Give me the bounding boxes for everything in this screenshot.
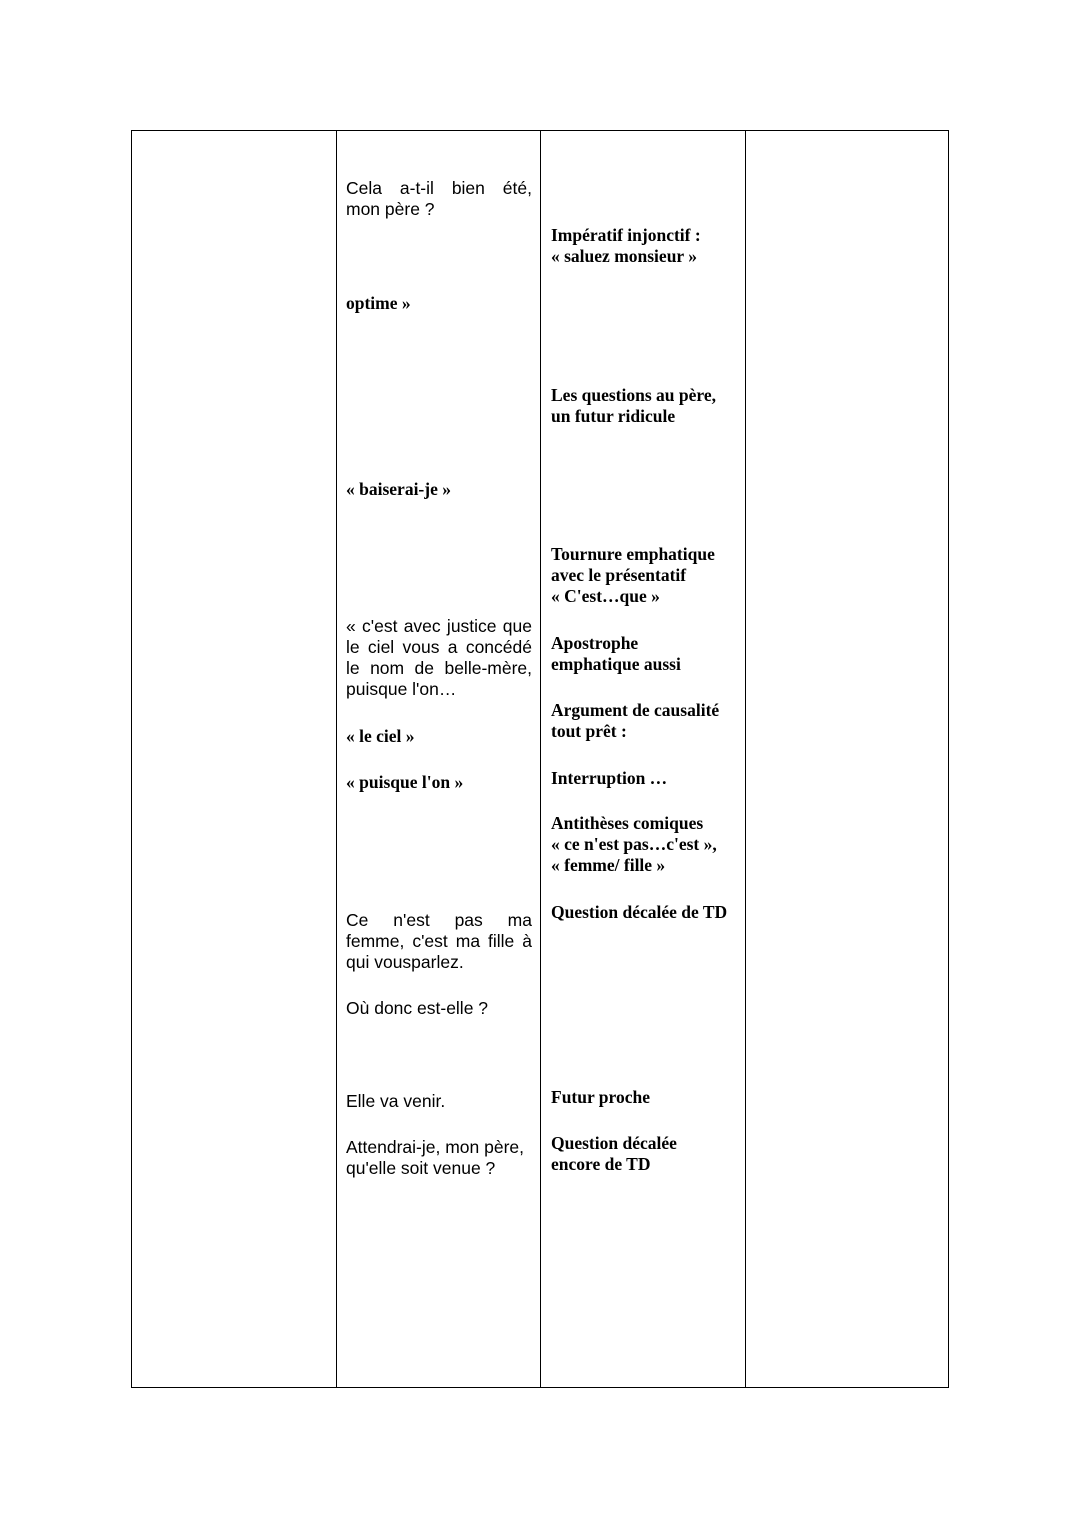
excerpt-line: Cela a-t-il bien été, [346, 178, 532, 198]
note-futur-proche: Futur proche [551, 1087, 651, 1107]
excerpt-femme [346, 910, 532, 973]
excerpt-line: Attendrai-je, mon père, [346, 1137, 525, 1157]
note-line: Apostrophe [551, 633, 639, 653]
note-line: encore de TD [551, 1154, 651, 1174]
note-line: Impératif injonctif : [551, 225, 701, 245]
excerpt-elle-va: Elle va venir. [346, 1091, 446, 1111]
excerpt-baiserai: « baiserai-je » [346, 479, 451, 499]
note-line: « C'est…que » [551, 586, 660, 606]
excerpt-line: « c'est avec justice que [346, 616, 532, 636]
excerpt-cela [346, 178, 532, 220]
excerpt-line: puisque l'on… [346, 679, 457, 699]
analysis-table [131, 130, 949, 1388]
note-question-encore [551, 1133, 741, 1175]
excerpt-line: mon père ? [346, 199, 435, 219]
note-line: un futur ridicule [551, 406, 676, 426]
note-line: Les questions au père, [551, 385, 716, 405]
note-antitheses [551, 813, 741, 876]
note-line: Question décalée [551, 1133, 677, 1153]
note-argument [551, 700, 741, 742]
excerpt-puisque: « puisque l'on » [346, 772, 464, 792]
excerpt-ou-donc: Où donc est-elle ? [346, 998, 489, 1018]
excerpt-line: qu'elle soit venue ? [346, 1158, 496, 1178]
note-line: tout prêt : [551, 721, 627, 741]
column-divider-2 [540, 131, 541, 1387]
excerpt-le-ciel: « le ciel » [346, 726, 415, 746]
note-interruption: Interruption … [551, 768, 668, 788]
note-line: Tournure emphatique [551, 544, 715, 564]
excerpt-line: le ciel vous a concédé [346, 637, 532, 657]
excerpt-line: femme, c'est ma fille à [346, 931, 532, 951]
excerpt-optime: optime » [346, 293, 411, 313]
note-line: emphatique aussi [551, 654, 681, 674]
note-questions [551, 385, 741, 427]
excerpt-justice [346, 616, 532, 700]
note-line: « saluez monsieur » [551, 246, 697, 266]
note-line: Argument de causalité [551, 700, 720, 720]
note-line: Antithèses comiques [551, 813, 704, 833]
excerpt-line: Ce n'est pas ma [346, 910, 532, 930]
note-tournure [551, 544, 741, 607]
excerpt-line: le nom de belle-mère, [346, 658, 532, 678]
note-apostrophe [551, 633, 741, 675]
note-line: « femme/ fille » [551, 855, 666, 875]
note-line: avec le présentatif [551, 565, 687, 585]
column-divider-3 [745, 131, 746, 1387]
note-imperatif [551, 225, 741, 267]
column-divider-1 [336, 131, 337, 1387]
note-question-decalee: Question décalée de TD [551, 902, 728, 922]
excerpt-attendrai [346, 1137, 532, 1179]
note-line: « ce n'est pas…c'est », [551, 834, 717, 854]
excerpt-line: qui vousparlez. [346, 952, 464, 972]
